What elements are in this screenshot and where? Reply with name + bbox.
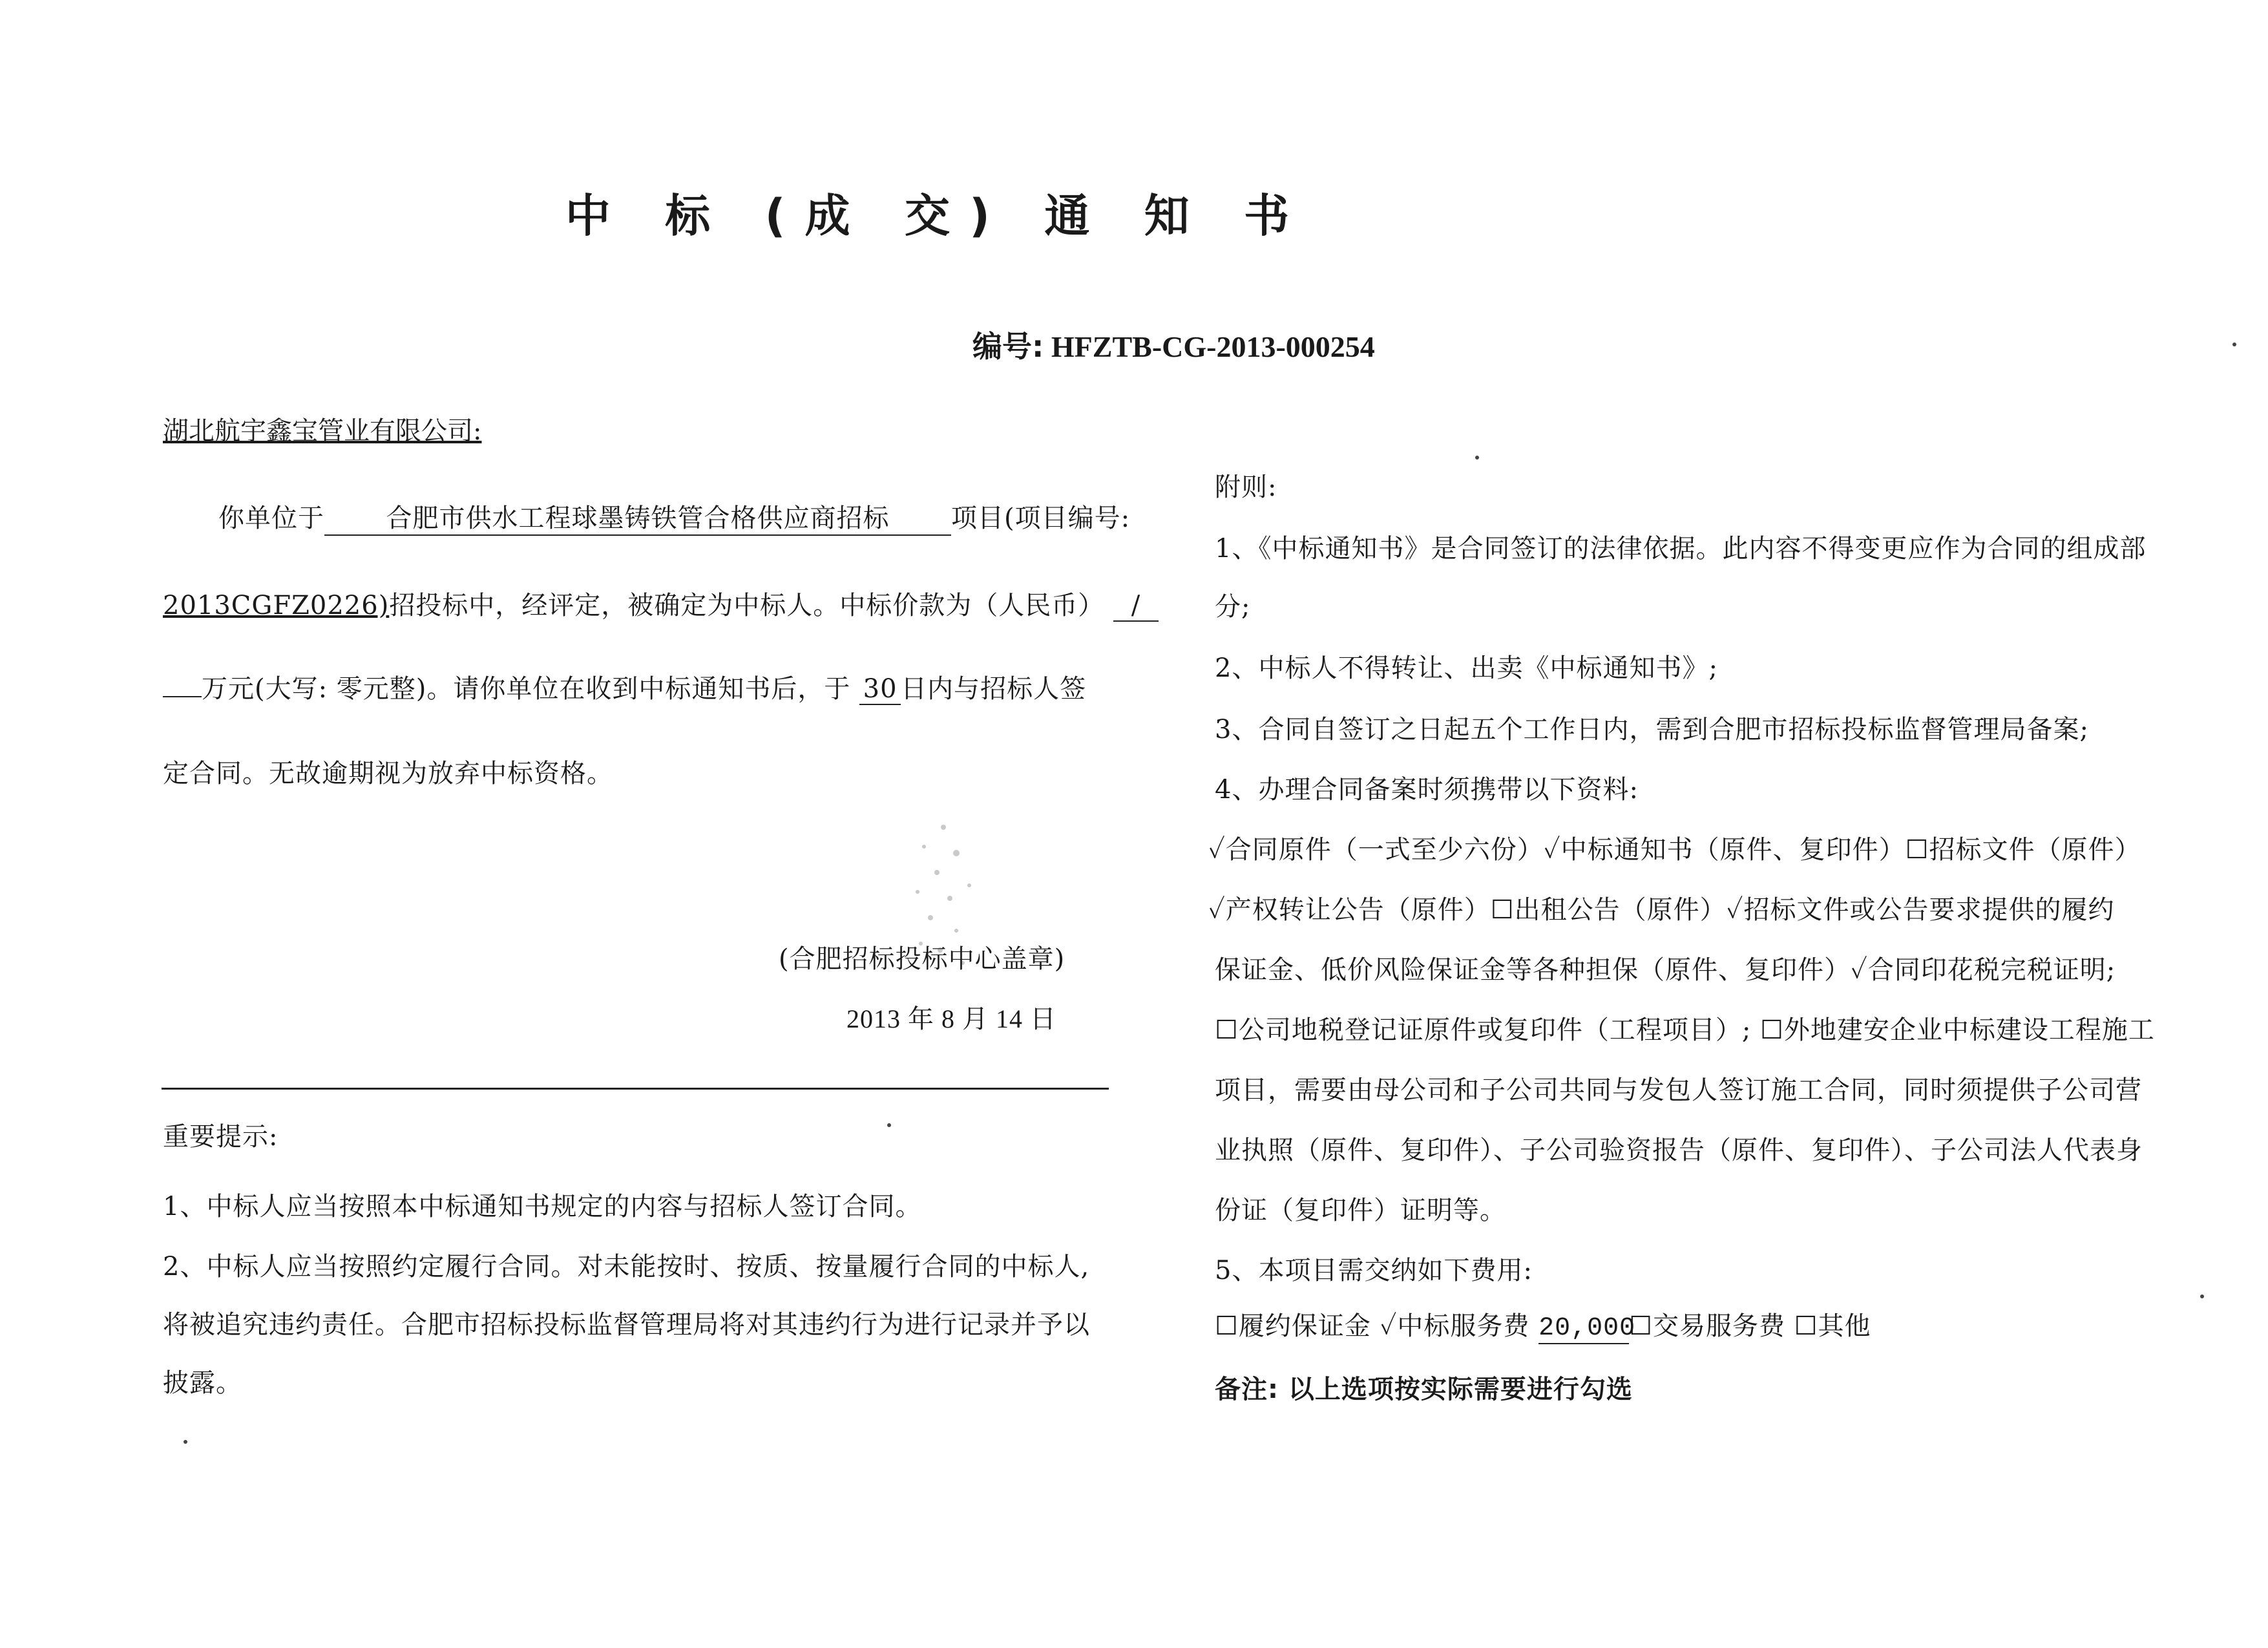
notes-item-2-line-1: 2、中标人应当按照约定履行合同。对未能按时、按质、按量履行合同的中标人,	[163, 1252, 1090, 1282]
fee-line	[1215, 1305, 1871, 1344]
project-code: 2013CGFZ0226)	[163, 591, 390, 620]
body-line-3	[163, 668, 1086, 705]
notes-heading: 重要提示:	[163, 1122, 278, 1152]
fee-line-suffix: ☐交易服务费 ☐其他	[1629, 1311, 1871, 1341]
appendix-line: 2、中标人不得转让、出卖《中标通知书》;	[1215, 653, 1718, 683]
seal-label: (合肥招标投标中心盖章)	[779, 944, 1066, 974]
body-line-3-suffix: 日内与招标人签	[901, 674, 1087, 704]
addressee: 湖北航宇鑫宝管业有限公司:	[163, 416, 482, 446]
body-line-2-text: 招投标中，经评定，被确定为中标人。中标价款为（人民币）	[389, 591, 1105, 620]
appendix-line: 5、本项目需交纳如下费用:	[1215, 1256, 1533, 1285]
scan-speck	[2232, 343, 2236, 346]
scan-speck	[2200, 1294, 2204, 1298]
notes-item-2-line-3: 披露。	[163, 1368, 242, 1398]
appendix-line: 份证（复印件）证明等。	[1215, 1196, 1506, 1225]
scan-speck	[184, 1440, 187, 1444]
appendix-line: 业执照（原件、复印件）、子公司验资报告（原件、复印件）、子公司法人代表身	[1215, 1136, 2143, 1165]
document-number-label: 编号:	[972, 329, 1044, 364]
signature-date: 2013 年 8 月 14 日	[846, 1004, 1056, 1033]
days-value: 30	[859, 674, 901, 705]
scan-speck	[887, 1123, 891, 1127]
appendix-remark: 备注: 以上选项按实际需要进行勾选	[1215, 1375, 1633, 1404]
project-name: 合肥市供水工程球墨铸铁管合格供应商招标	[324, 498, 951, 536]
body-line-4: 定合同。无故逾期视为放弃中标资格。	[163, 759, 613, 788]
notes-item-1: 1、中标人应当按照本中标通知书规定的内容与招标人签订合同。	[163, 1192, 922, 1221]
price-blank	[163, 696, 202, 697]
document-number-value: HFZTB-CG-2013-000254	[1051, 330, 1375, 363]
appendix-line: 4、办理合同备案时须携带以下资料:	[1215, 775, 1639, 805]
appendix-line: 3、合同自签订之日起五个工作日内，需到合肥市招标投标监督管理局备案;	[1215, 715, 2089, 745]
appendix-line: ☐公司地税登记证原件或复印件（工程项目）; ☐外地建安企业中标建设工程施工	[1215, 1015, 2155, 1045]
divider-line	[162, 1088, 1109, 1090]
appendix-line: 保证金、低价风险保证金等各种担保（原件、复印件）✓合同印花税完税证明;	[1215, 955, 2116, 985]
appendix-line: ✓合同原件（一式至少六份）✓中标通知书（原件、复印件）☐招标文件（原件）	[1208, 835, 2141, 865]
body-line-1-prefix: 你单位于	[218, 503, 324, 533]
notes-item-2-line-2: 将被追究违约责任。合肥市招标投标监督管理局将对其违约行为进行记录并予以	[163, 1310, 1090, 1340]
document-number	[972, 323, 1375, 366]
price-value: /	[1113, 591, 1159, 622]
body-line-1	[218, 498, 1130, 536]
appendix-line: 分;	[1215, 592, 1251, 622]
scan-speck	[1475, 456, 1479, 460]
body-line-2	[163, 585, 1159, 622]
appendix-line: 1、《中标通知书》是合同签订的法律依据。此内容不得变更应作为合同的组成部	[1215, 534, 2147, 564]
appendix-line: 项目，需要由母公司和子公司共同与发包人签订施工合同，同时须提供子公司营	[1215, 1075, 2142, 1105]
appendix-line: ✓产权转让公告（原件）☐出租公告（原件）✓招标文件或公告要求提供的履约	[1208, 895, 2115, 925]
document-title: 中 标 (成 交) 通 知 书	[565, 189, 1309, 242]
body-line-3-prefix: 万元(大写: 零元整)。请你单位在收到中标通知书后，于	[202, 674, 851, 704]
body-line-1-suffix: 项目(项目编号:	[951, 503, 1131, 533]
fee-line-prefix: ☐履约保证金 ✓中标服务费	[1215, 1311, 1530, 1341]
appendix-heading: 附则:	[1215, 472, 1277, 502]
fee-amount: 20,000	[1538, 1314, 1636, 1343]
